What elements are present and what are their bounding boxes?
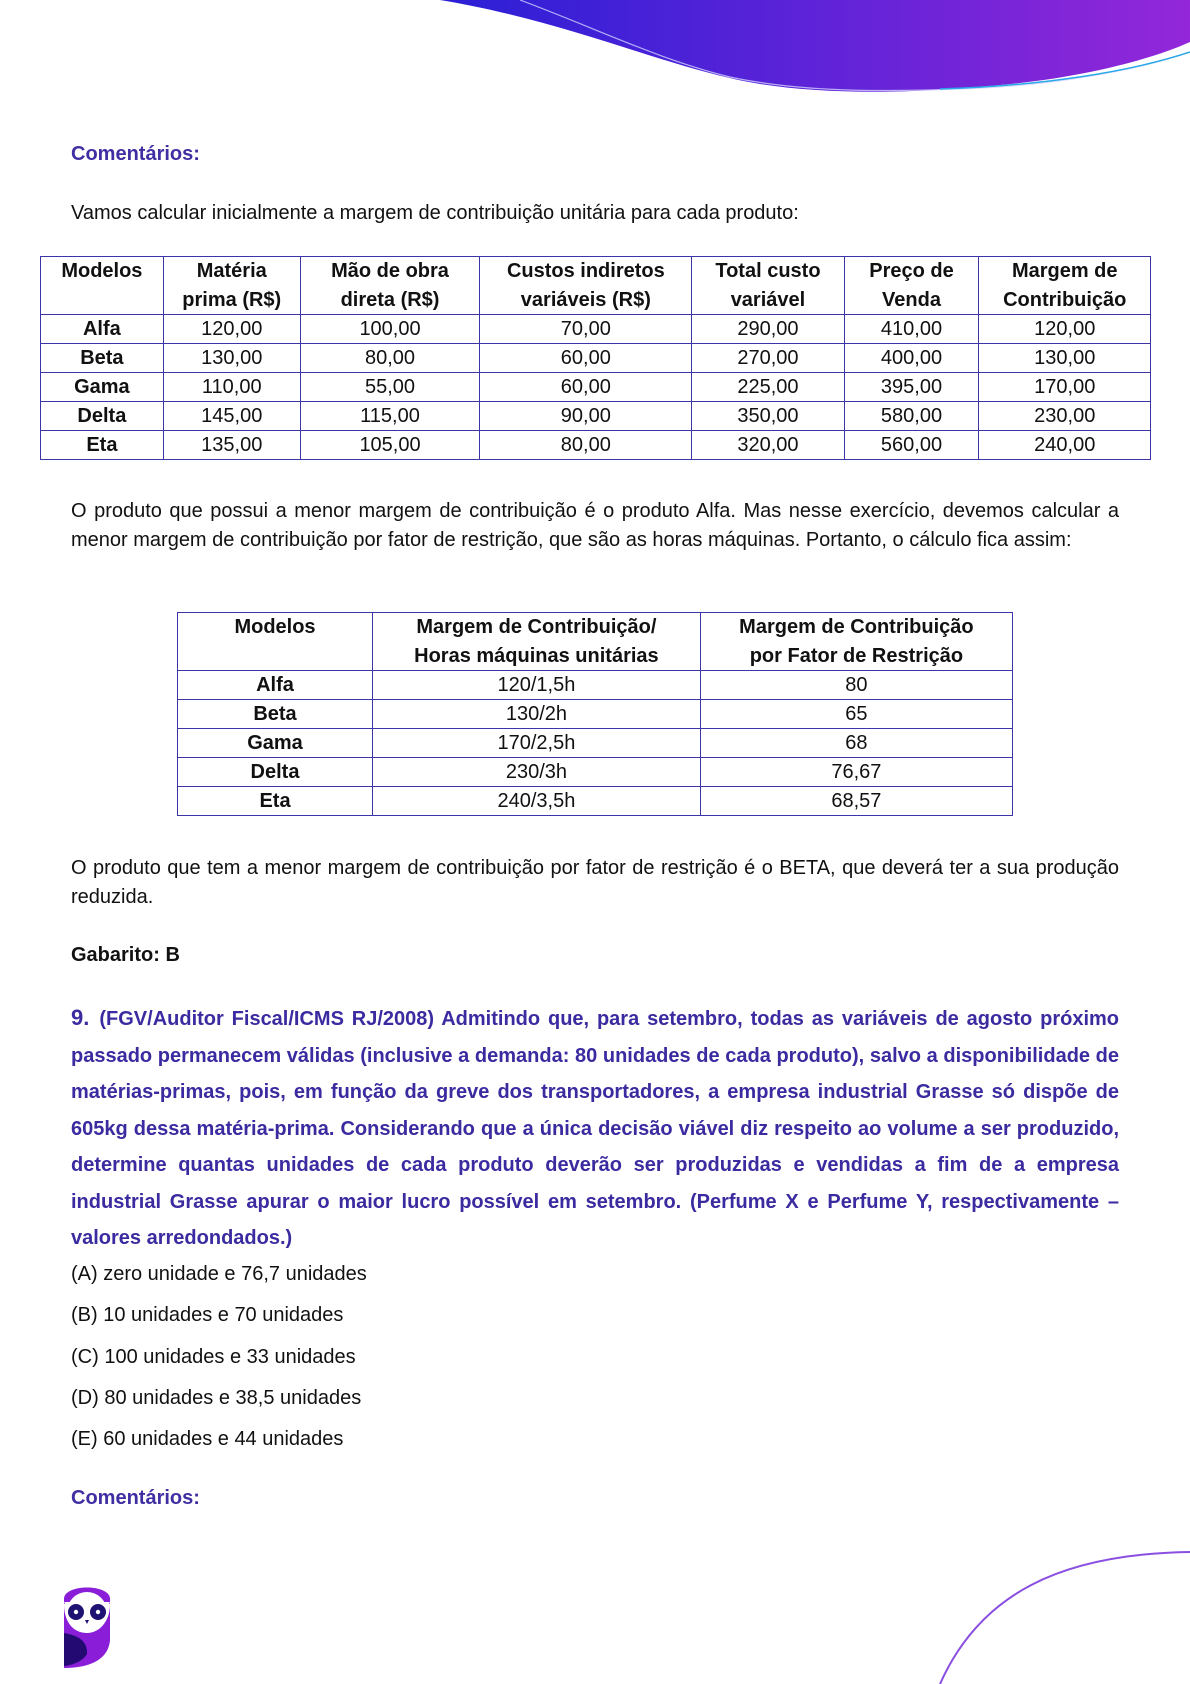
cell: 120/1,5h (373, 671, 701, 700)
col-header-margem-fator: Margem de Contribuição por Fator de Restrição (700, 613, 1012, 671)
restriction-factor-table (177, 612, 1013, 816)
col-header-modelos: Modelos (178, 613, 373, 671)
cell: 560,00 (844, 431, 979, 460)
cell-model: Alfa (178, 671, 373, 700)
cell: 130/2h (373, 700, 701, 729)
cell: 110,00 (163, 373, 300, 402)
cell-model: Delta (41, 402, 164, 431)
option-e: (E) 60 unidades e 44 unidades (71, 1428, 344, 1451)
comments-heading-2: Comentários: (71, 1487, 200, 1509)
intro-paragraph: Vamos calcular inicialmente a margem de contribuição unitária para cada produto: (71, 202, 799, 224)
col-header-modelos: Modelos (41, 257, 164, 315)
cell: 230,00 (979, 402, 1151, 431)
cell: 170,00 (979, 373, 1151, 402)
option-c: (C) 100 unidades e 33 unidades (71, 1345, 356, 1368)
col-header-preco-venda: Preço de Venda (844, 257, 979, 315)
cell: 90,00 (480, 402, 692, 431)
table-row (41, 373, 1151, 402)
question-9 (71, 1000, 1119, 1257)
cell-model: Delta (178, 758, 373, 787)
col-header-mao-de-obra: Mão de obra direta (R$) (300, 257, 480, 315)
cell: 68 (700, 729, 1012, 758)
cell: 580,00 (844, 402, 979, 431)
cell: 240/3,5h (373, 787, 701, 816)
option-a: (A) zero unidade e 76,7 unidades (71, 1263, 367, 1285)
table-row (41, 431, 1151, 460)
table-row (41, 402, 1151, 431)
col-header-custos-indiretos: Custos indiretos variáveis (R$) (480, 257, 692, 315)
cell-model: Beta (41, 344, 164, 373)
cell: 225,00 (692, 373, 844, 402)
table-header-row (178, 613, 1013, 671)
cell: 65 (700, 700, 1012, 729)
col-header-materia-prima: Matéria prima (R$) (163, 257, 300, 315)
cell: 170/2,5h (373, 729, 701, 758)
cell: 145,00 (163, 402, 300, 431)
cell-model: Eta (178, 787, 373, 816)
answer-key: Gabarito: B (71, 944, 180, 966)
cell: 290,00 (692, 315, 844, 344)
cell: 130,00 (163, 344, 300, 373)
option-d: (D) 80 unidades e 38,5 unidades (71, 1386, 362, 1409)
table-row (41, 344, 1151, 373)
table-row (178, 671, 1013, 700)
conclusion-paragraph: O produto que tem a menor margem de contribuição por fator de restrição é o BETA, que deverá ter a sua produção reduzida. (71, 857, 1119, 908)
cell: 135,00 (163, 431, 300, 460)
table-header-row (41, 257, 1151, 315)
owl-logo-icon (62, 1578, 114, 1668)
cell-model: Gama (41, 373, 164, 402)
header-wave-decoration (0, 0, 1190, 100)
cell: 120,00 (979, 315, 1151, 344)
cell: 400,00 (844, 344, 979, 373)
cell: 55,00 (300, 373, 480, 402)
footer-arc-decoration (890, 1534, 1190, 1684)
table-row (178, 758, 1013, 787)
answer-options (71, 1254, 1119, 1460)
question-text: (FGV/Auditor Fiscal/ICMS RJ/2008) Admitindo que, para setembro, todas as variáveis de agosto próximo passado permanecem válidas (inclusive a demanda: 80 unidades de cada produto), salvo a disponibilidade de matérias-primas, pois, em função da greve dos transportadores, a empresa industrial Grasse só dispõe de 605kg dessa matéria-prima. Considerando que a única decisão viável diz respeito ao volume a ser produzido, determine quantas unidades de cada produto deverão ser produzidas e vendidas a fim de a empresa industrial Grasse apurar o maior lucro possível em setembro. (Perfume X e Perfume Y, respectivamente – valores arredondados.) (71, 1008, 1119, 1249)
cell: 120,00 (163, 315, 300, 344)
cell: 76,67 (700, 758, 1012, 787)
col-header-margem: Margem de Contribuição (979, 257, 1151, 315)
cell-model: Eta (41, 431, 164, 460)
cell-model: Alfa (41, 315, 164, 344)
explanation-paragraph: O produto que possui a menor margem de contribuição é o produto Alfa. Mas nesse exercício, devemos calcular a menor margem de contribuição por fator de restrição, que são as horas máquinas. Portanto, o cálculo fica assim: (71, 500, 1119, 551)
col-header-margem-horas: Margem de Contribuição/ Horas máquinas unitárias (373, 613, 701, 671)
question-number: 9. (71, 1005, 90, 1030)
cell: 410,00 (844, 315, 979, 344)
cell: 240,00 (979, 431, 1151, 460)
col-header-total-custo: Total custo variável (692, 257, 844, 315)
cell: 395,00 (844, 373, 979, 402)
cell: 270,00 (692, 344, 844, 373)
cell: 80,00 (300, 344, 480, 373)
option-b: (B) 10 unidades e 70 unidades (71, 1304, 344, 1327)
cell-model: Beta (178, 700, 373, 729)
cell: 350,00 (692, 402, 844, 431)
cell: 68,57 (700, 787, 1012, 816)
cell: 230/3h (373, 758, 701, 787)
cell: 320,00 (692, 431, 844, 460)
cell: 130,00 (979, 344, 1151, 373)
cell: 60,00 (480, 344, 692, 373)
cell: 80 (700, 671, 1012, 700)
comments-heading: Comentários: (71, 143, 200, 165)
cell: 105,00 (300, 431, 480, 460)
table-row (41, 315, 1151, 344)
cell-model: Gama (178, 729, 373, 758)
cell: 100,00 (300, 315, 480, 344)
cell: 60,00 (480, 373, 692, 402)
table-row (178, 729, 1013, 758)
table-row (178, 700, 1013, 729)
cell: 80,00 (480, 431, 692, 460)
cell: 70,00 (480, 315, 692, 344)
contribution-margin-table (40, 256, 1151, 460)
table-row (178, 787, 1013, 816)
cell: 115,00 (300, 402, 480, 431)
